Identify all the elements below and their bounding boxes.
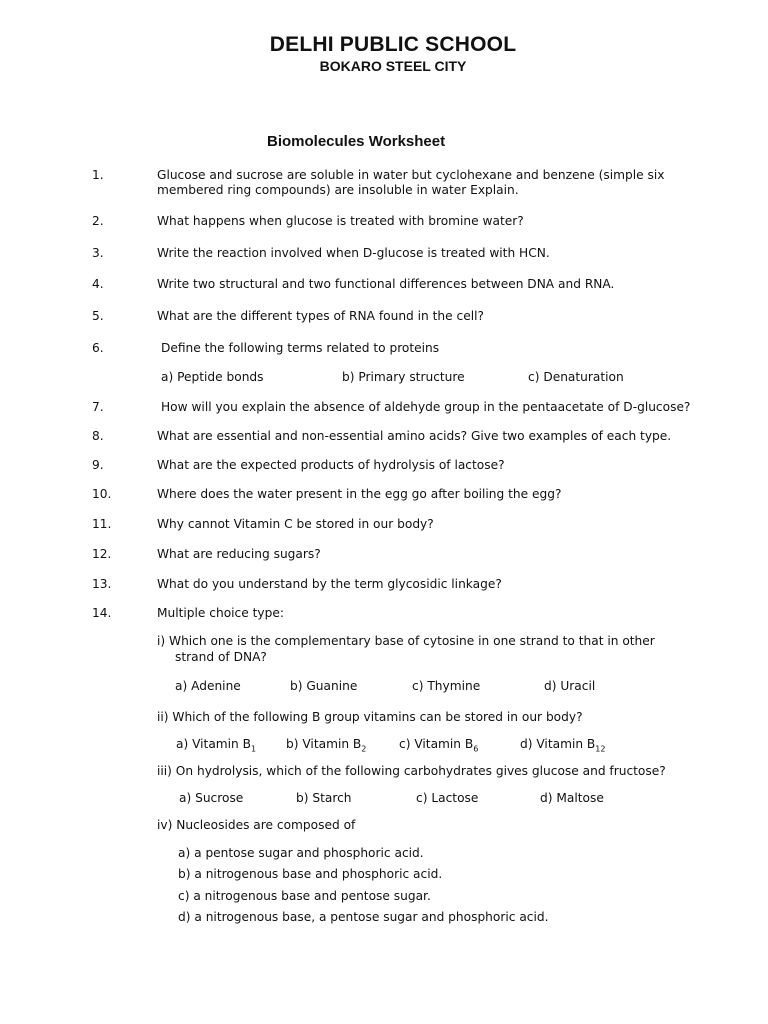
question-text: Where does the water present in the egg go after boiling the egg?: [157, 487, 562, 501]
mcq-option: a) Sucrose: [179, 791, 244, 805]
mcq-option: [399, 737, 478, 756]
question-number: 1.: [92, 168, 104, 182]
mcq-question: i) Which one is the complementary base of cytosine in one strand to that in other: [157, 634, 655, 648]
question-number: 5.: [92, 309, 104, 323]
question-text: Why cannot Vitamin C be stored in our body?: [157, 517, 434, 531]
question-text: Write two structural and two functional differences between DNA and RNA.: [157, 277, 615, 291]
question-text: Define the following terms related to proteins: [161, 341, 440, 355]
subscript: 12: [595, 744, 606, 754]
question-number: 9.: [92, 458, 104, 472]
mcq-option: c) a nitrogenous base and pentose sugar.: [178, 889, 431, 903]
city-name: BOKARO STEEL CITY: [319, 58, 467, 74]
question-number: 10.: [92, 487, 112, 501]
question-number: 12.: [92, 547, 112, 561]
option-label: c) Vitamin B: [399, 737, 474, 751]
question-text-continued: membered ring compounds) are insoluble in water Explain.: [157, 183, 519, 197]
option-label: a) Vitamin B: [176, 737, 252, 751]
question-text: Write the reaction involved when D-glucose is treated with HCN.: [157, 246, 550, 260]
mcq-option: [176, 737, 256, 756]
option-text: b) Primary structure: [342, 370, 465, 384]
mcq-option: b) Starch: [296, 791, 352, 805]
question-number: 13.: [92, 577, 112, 591]
question-number: 6.: [92, 341, 104, 355]
mcq-option: c) Thymine: [412, 679, 481, 693]
subscript: 2: [361, 744, 367, 754]
mcq-option: d) Maltose: [540, 791, 604, 805]
mcq-option: c) Lactose: [416, 791, 479, 805]
option-text: a) Peptide bonds: [161, 370, 264, 384]
question-text: What are reducing sugars?: [157, 547, 321, 561]
mcq-question: iv) Nucleosides are composed of: [157, 818, 356, 832]
question-number: 14.: [92, 606, 112, 620]
mcq-option: [286, 737, 366, 756]
question-text: What are the expected products of hydrolysis of lactose?: [157, 458, 505, 472]
question-number: 3.: [92, 246, 104, 260]
mcq-option: a) a pentose sugar and phosphoric acid.: [178, 846, 424, 860]
question-number: 11.: [92, 517, 112, 531]
question-number: 2.: [92, 214, 104, 228]
worksheet-title: Biomolecules Worksheet: [267, 133, 446, 150]
mcq-option: b) Guanine: [290, 679, 358, 693]
question-number: 8.: [92, 429, 104, 443]
question-text: Glucose and sucrose are soluble in water but cyclohexane and benzene (simple six: [157, 168, 665, 182]
subscript: 6: [473, 744, 479, 754]
subscript: 1: [251, 744, 257, 754]
school-name: DELHI PUBLIC SCHOOL: [269, 33, 517, 56]
mcq-option: [520, 737, 605, 756]
question-text: What do you understand by the term glycosidic linkage?: [157, 577, 502, 591]
option-label: b) Vitamin B: [286, 737, 362, 751]
mcq-option: a) Adenine: [175, 679, 241, 693]
question-number: 4.: [92, 277, 104, 291]
mcq-question-continued: strand of DNA?: [175, 650, 267, 664]
option-label: d) Vitamin B: [520, 737, 596, 751]
option-text: c) Denaturation: [528, 370, 624, 384]
mcq-option: d) Uracil: [544, 679, 596, 693]
question-text: What happens when glucose is treated with bromine water?: [157, 214, 524, 228]
question-text: What are the different types of RNA found in the cell?: [157, 309, 484, 323]
question-text: Multiple choice type:: [157, 606, 284, 620]
question-number: 7.: [92, 400, 104, 414]
question-text: What are essential and non-essential amino acids? Give two examples of each type.: [157, 429, 672, 443]
mcq-question: iii) On hydrolysis, which of the following carbohydrates gives glucose and fructose?: [157, 764, 666, 778]
mcq-option: d) a nitrogenous base, a pentose sugar and phosphoric acid.: [178, 910, 549, 924]
question-text: How will you explain the absence of aldehyde group in the pentaacetate of D-glucose?: [161, 400, 691, 414]
mcq-question: ii) Which of the following B group vitamins can be stored in our body?: [157, 710, 583, 724]
mcq-option: b) a nitrogenous base and phosphoric acid.: [178, 867, 443, 881]
